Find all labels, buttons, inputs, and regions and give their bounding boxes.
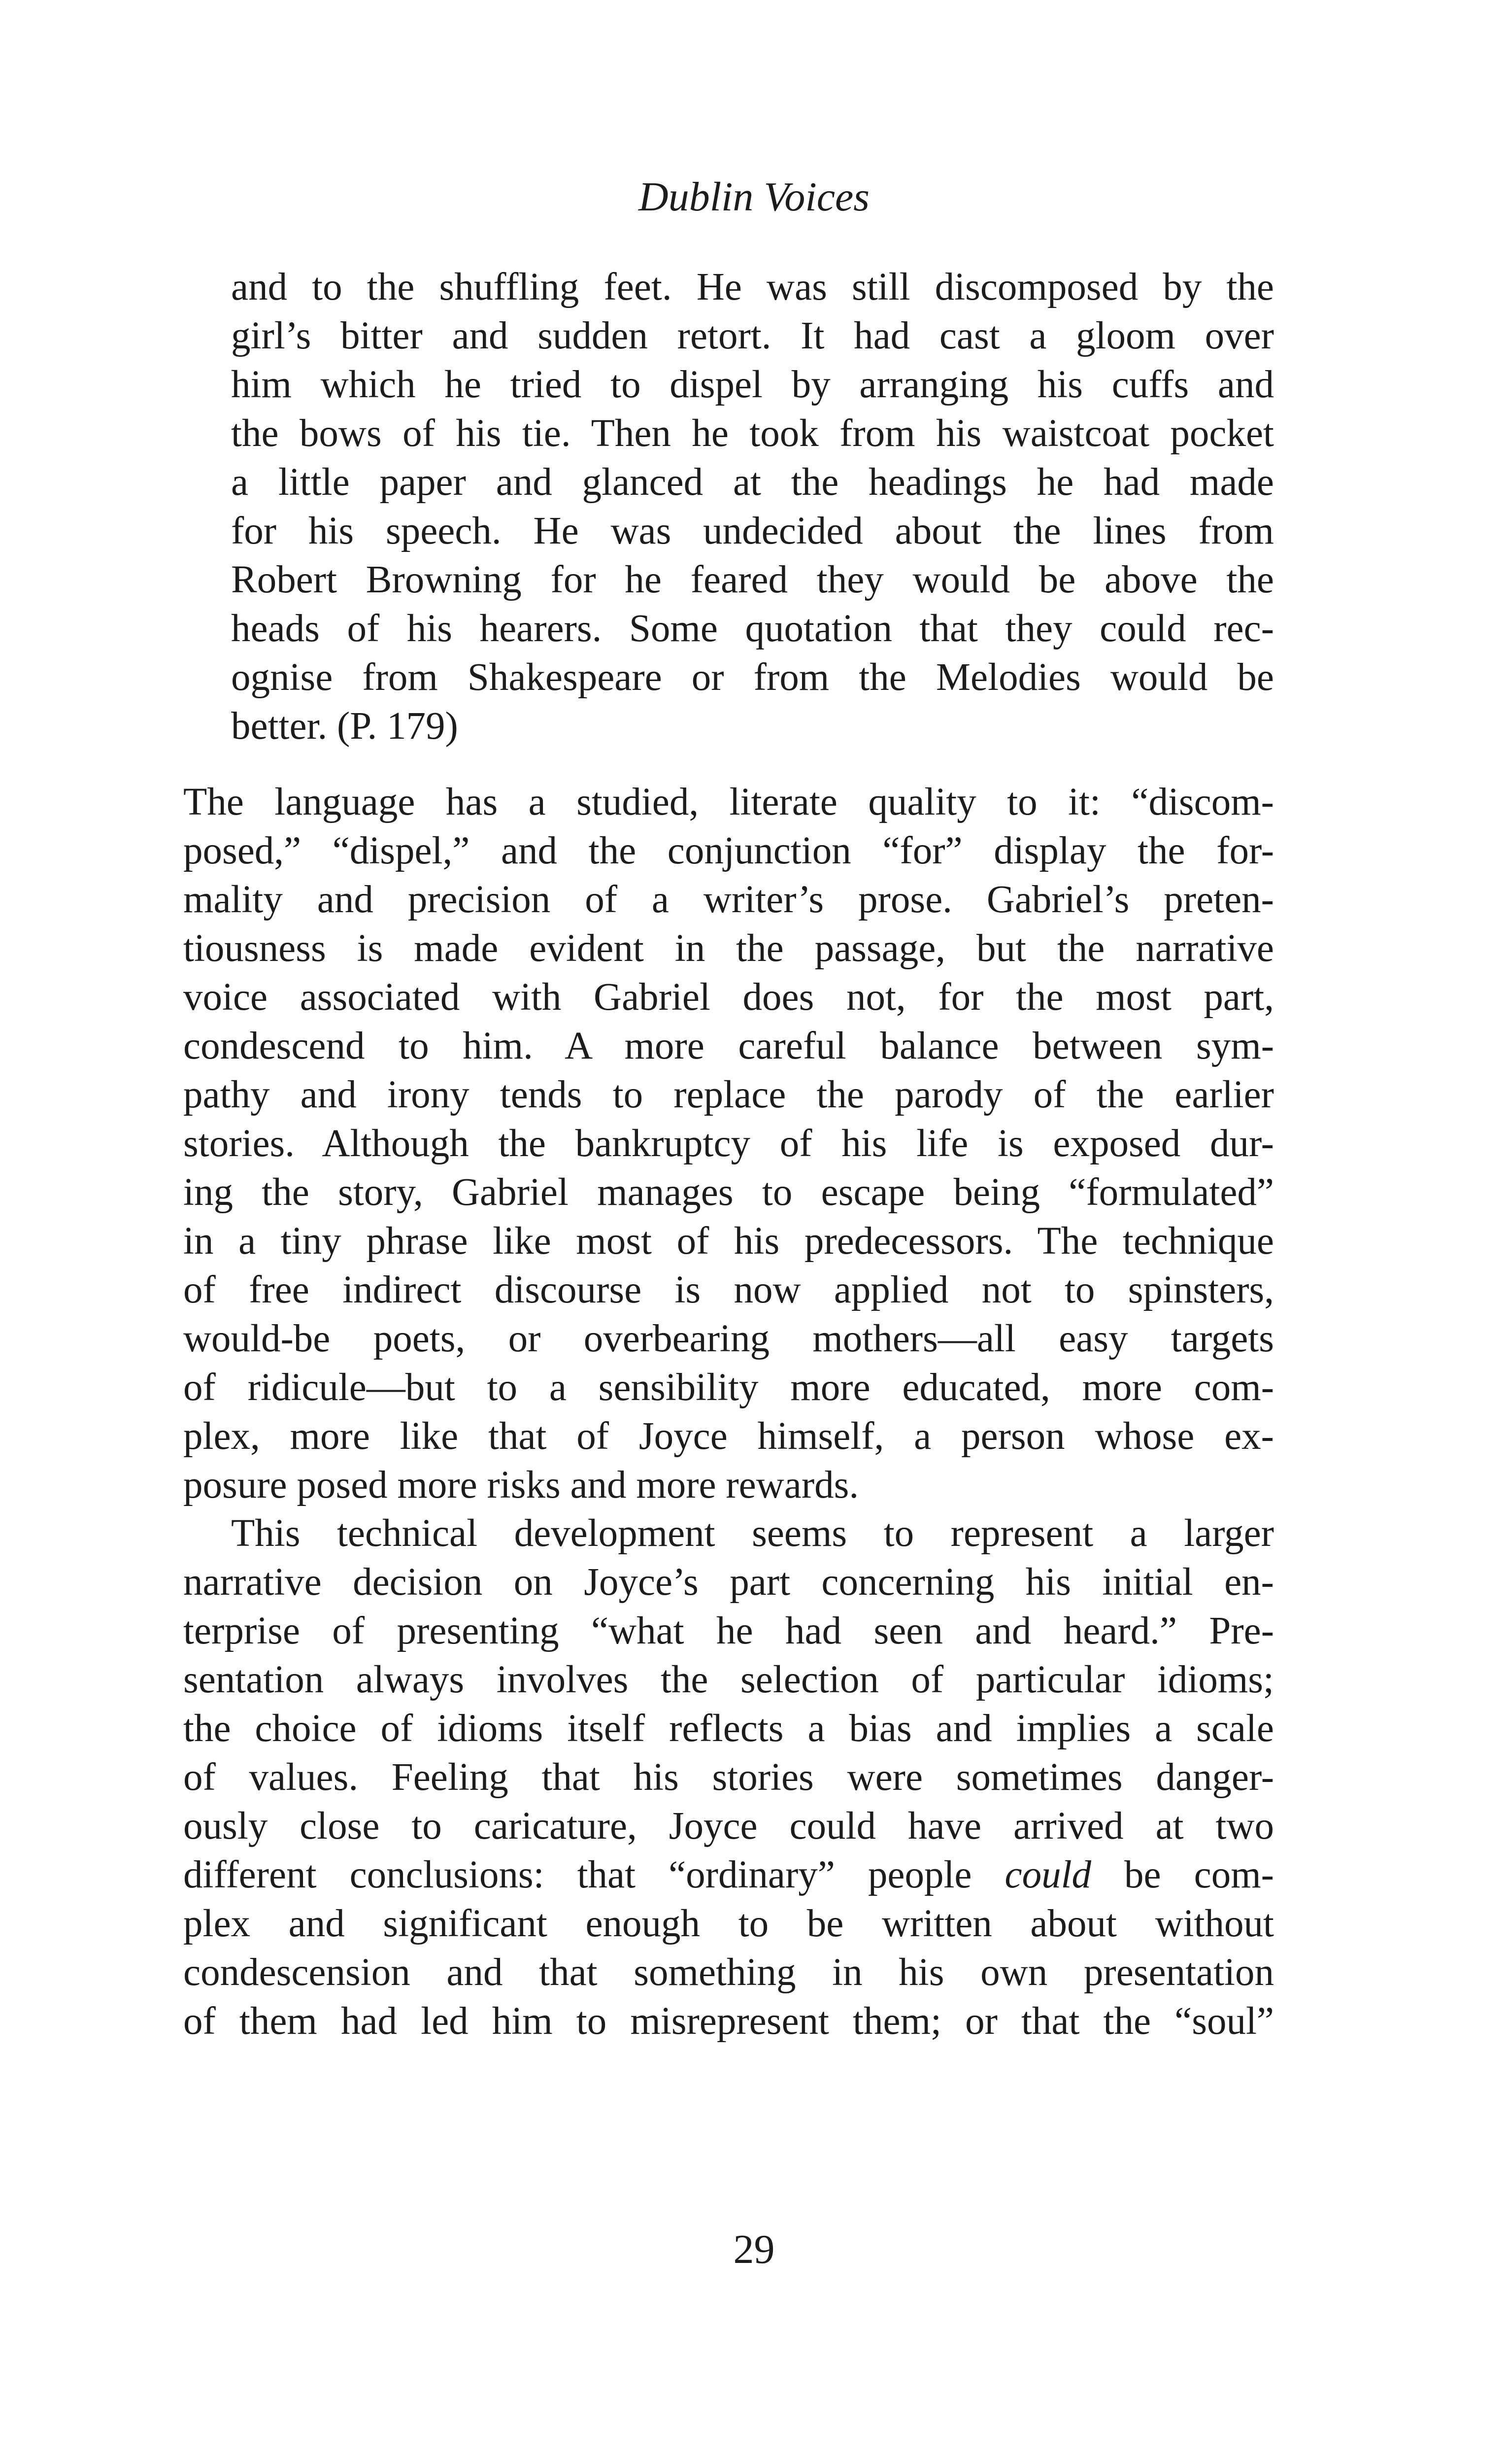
paragraph-line: This technical development seems to represent a larger: [231, 1512, 1274, 1555]
paragraph-line: pathy and irony tends to replace the parody of the earlier: [183, 1073, 1274, 1116]
paragraph-line: of them had led him to misrepresent them; or that the “soul”: [183, 2000, 1274, 2043]
paragraph-line: plex and significant enough to be written about without: [183, 1902, 1274, 1945]
paragraph-line: of values. Feeling that his stories were sometimes danger-: [183, 1756, 1274, 1799]
paragraph-line: the choice of idioms itself reflects a bias and implies a scale: [183, 1707, 1274, 1750]
line-text: be com-: [1091, 1853, 1274, 1896]
paragraph-line: of free indirect discourse is now applied not to spinsters,: [183, 1268, 1274, 1311]
quote-line: girl’s bitter and sudden retort. It had cast a gloom over: [231, 314, 1274, 357]
paragraph-line: would-be poets, or overbearing mothers—all easy targets: [183, 1317, 1274, 1360]
quote-line: a little paper and glanced at the headings he had made: [231, 461, 1274, 504]
quote-line: him which he tried to dispel by arranging his cuffs and: [231, 363, 1274, 406]
paragraph-line: mality and precision of a writer’s prose. Gabriel’s preten-: [183, 878, 1274, 921]
quote-line: for his speech. He was undecided about the lines from: [231, 510, 1274, 552]
line-text: different conclusions: that “ordinary” people: [183, 1853, 1005, 1896]
paragraph-line: The language has a studied, literate quality to it: “discom-: [183, 781, 1274, 823]
italic-word: could: [1005, 1853, 1092, 1896]
quote-line: Robert Browning for he feared they would be above the: [231, 558, 1274, 601]
quote-line: ognise from Shakespeare or from the Melodies would be: [231, 656, 1274, 699]
paragraph: [183, 778, 1274, 1509]
paragraph-line: stories. Although the bankruptcy of his life is exposed dur-: [183, 1122, 1274, 1165]
quote-line: heads of his hearers. Some quotation that they could rec-: [231, 607, 1274, 650]
paragraph-line: ously close to caricature, Joyce could have arrived at two: [183, 1805, 1274, 1848]
paragraph-line: sentation always involves the selection of particular idioms;: [183, 1658, 1274, 1701]
paragraph-line: plex, more like that of Joyce himself, a person whose ex-: [183, 1415, 1274, 1458]
quote-line: better. (P. 179): [231, 705, 458, 748]
quote-line: and to the shuffling feet. He was still discomposed by the: [231, 266, 1274, 308]
running-head: Dublin Voices: [638, 174, 870, 220]
paragraph-line: condescension and that something in his own presentation: [183, 1951, 1274, 1994]
page-number: 29: [733, 2226, 775, 2272]
paragraph-line: terprise of presenting “what he had seen and heard.” Pre-: [183, 1609, 1274, 1652]
paragraph-line: narrative decision on Joyce’s part concerning his initial en-: [183, 1561, 1274, 1604]
paragraph-line: of ridicule—but to a sensibility more educated, more com-: [183, 1366, 1274, 1409]
block-quote: [231, 263, 1274, 751]
paragraph-line: voice associated with Gabriel does not, for the most part,: [183, 976, 1274, 1019]
paragraph-line: tiousness is made evident in the passage, but the narrative: [183, 927, 1274, 970]
quote-line: the bows of his tie. Then he took from his waistcoat pocket: [231, 412, 1274, 455]
paragraph-line: in a tiny phrase like most of his predecessors. The technique: [183, 1220, 1274, 1263]
paragraph-line: posed,” “dispel,” and the conjunction “for” display the for-: [183, 829, 1274, 872]
paragraph-line: posure posed more risks and more rewards.: [183, 1464, 859, 1506]
paragraph-line: ing the story, Gabriel manages to escape being “formulated”: [183, 1171, 1274, 1214]
paragraph: [183, 1509, 1274, 2046]
paragraph-line: [183, 1850, 1274, 1899]
paragraph-line: condescend to him. A more careful balance between sym-: [183, 1025, 1274, 1067]
